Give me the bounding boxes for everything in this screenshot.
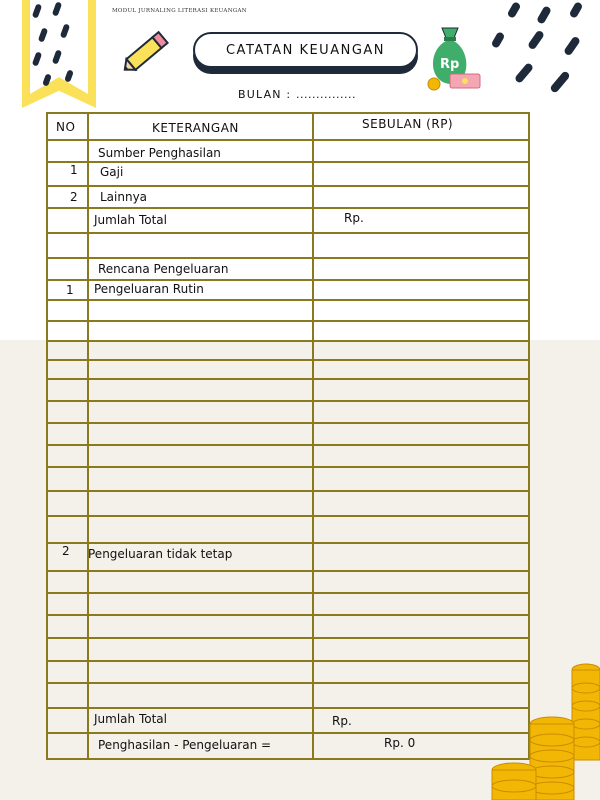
- expense-total-label: Jumlah Total: [94, 712, 167, 726]
- income-total-label: Jumlah Total: [94, 213, 167, 227]
- income-row-1-no: 1: [70, 163, 78, 177]
- summary-label: Penghasilan - Pengeluaran =: [98, 738, 272, 752]
- expense-routine-no: 1: [66, 283, 74, 297]
- income-section-label: Sumber Penghasilan: [98, 146, 221, 160]
- summary-value: Rp. 0: [384, 736, 416, 750]
- income-row-2-label: Lainnya: [100, 190, 148, 204]
- module-label: MODUL JURNALING LITERASI KEUANGAN: [112, 8, 247, 14]
- expense-section-label: Rencana Pengeluaran: [98, 262, 229, 276]
- expense-total-value: Rp.: [332, 714, 352, 728]
- expense-variable-no: 2: [62, 544, 70, 558]
- income-row-1-label: Gaji: [100, 165, 124, 179]
- income-row-2-no: 2: [70, 190, 78, 204]
- column-header-monthly: SEBULAN (RP): [362, 117, 454, 131]
- money-bag-label: Rp: [440, 57, 460, 72]
- month-field: [238, 88, 356, 101]
- pencil-icon: [118, 22, 176, 80]
- expense-routine-label: Pengeluaran Rutin: [94, 282, 204, 296]
- column-header-no: NO: [56, 120, 76, 134]
- finance-table: [46, 112, 530, 760]
- expense-variable-label: Pengeluaran tidak tetap: [88, 547, 233, 561]
- month-label: BULAN :: [238, 88, 292, 101]
- money-bag-icon: [424, 24, 486, 94]
- page-title: CATATAN KEUANGAN: [193, 32, 418, 68]
- gold-coins-icon: [490, 658, 600, 800]
- column-header-description: KETERANGAN: [152, 121, 239, 135]
- income-total-value: Rp.: [344, 211, 364, 225]
- month-value: ...............: [296, 88, 356, 101]
